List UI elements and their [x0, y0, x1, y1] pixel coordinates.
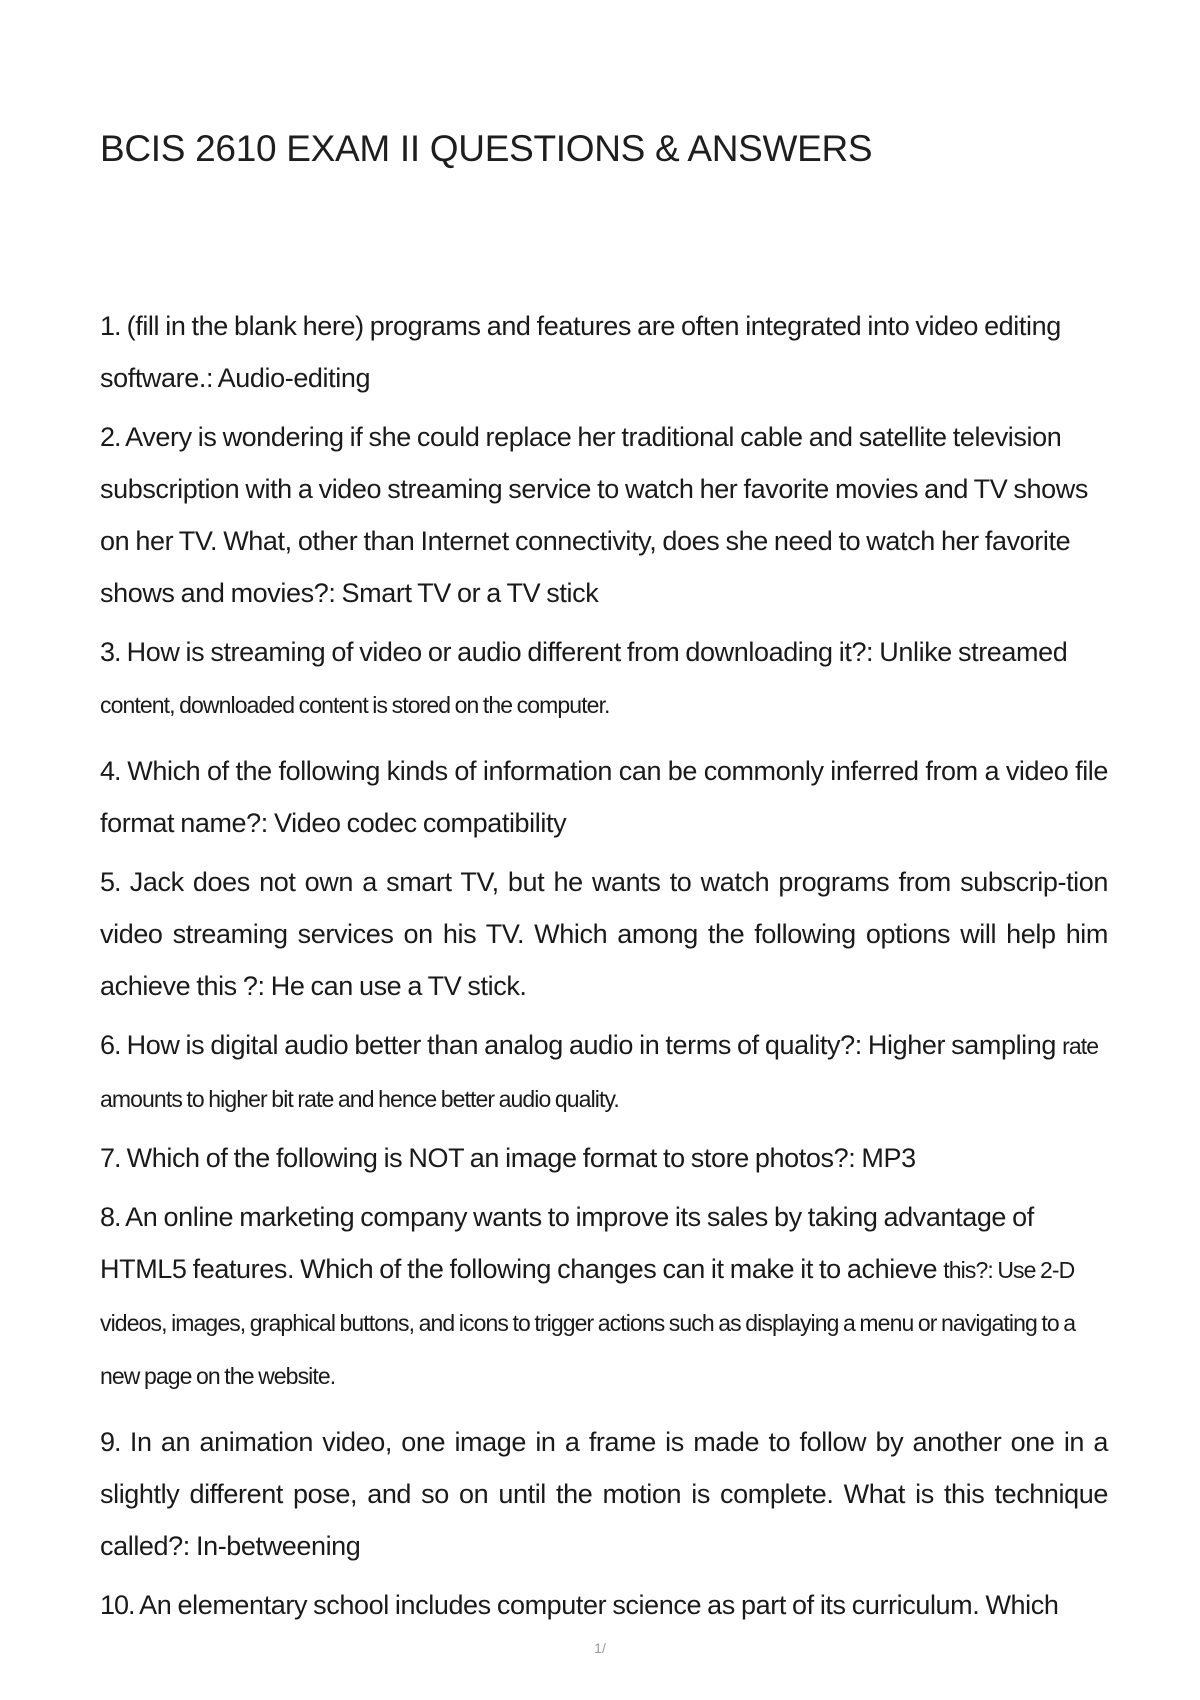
- question-number: 4.: [100, 756, 121, 786]
- question-text: An elementary school includes computer science as part of its curriculum. Which: [139, 1590, 1059, 1620]
- question-item-3: [100, 626, 1108, 731]
- question-text: Which of the following kinds of information can be commonly inferred from a video file format name?:: [100, 756, 1109, 838]
- question-item-8: [100, 1191, 1108, 1402]
- question-item-2: [100, 411, 1108, 619]
- answer-text: Video codec compatibility: [274, 808, 567, 838]
- answer-lead-text: Unlike streamed: [879, 637, 1068, 667]
- question-item-7: [100, 1132, 1108, 1184]
- question-text: (fill in the blank here) programs and features are often integrated into video editing software.:: [100, 311, 1061, 393]
- page-number: 1/: [594, 1640, 606, 1656]
- question-number: 2.: [100, 422, 121, 452]
- question-number: 8.: [100, 1202, 121, 1232]
- document-title: BCIS 2610 EXAM II QUESTIONS & ANSWERS: [100, 128, 873, 169]
- question-number: 3.: [100, 637, 121, 667]
- question-number: 10.: [100, 1590, 135, 1620]
- question-number: 7.: [100, 1143, 121, 1173]
- answer-text: He can use a TV stick.: [270, 971, 527, 1001]
- question-item-6: [100, 1019, 1108, 1125]
- question-number: 6.: [100, 1030, 121, 1060]
- question-number: 9.: [100, 1427, 121, 1457]
- answer-text: MP3: [861, 1143, 916, 1173]
- question-item-9: [100, 1416, 1108, 1572]
- question-text: Avery is wondering if she could replace her traditional cable and satellite television subscription with a video streaming service to watch her favorite movies and TV shows on her TV. What, other than Internet connectivity, does she need to watch her favorite shows and movies?:: [100, 422, 1088, 608]
- question-text: Jack does not own a smart TV, but he wants to watch programs from subscrip-tion video streaming services on his TV. Which among the following options will help him achieve this ?:: [100, 867, 1108, 1001]
- question-text: How is streaming of video or audio different from downloading it?:: [126, 637, 874, 667]
- question-item-10: [100, 1579, 1108, 1631]
- answer-text: content, downloaded content is stored on the computer.: [100, 692, 610, 718]
- question-item-4: [100, 745, 1108, 849]
- question-number: 1.: [100, 311, 121, 341]
- answer-text: this?: Use 2-D videos, images, graphical buttons, and icons to trigger actions such as displaying a menu or navigating to a new page on the website.: [100, 1257, 1076, 1389]
- answer-text: Audio-editing: [217, 363, 371, 393]
- question-item-1: [100, 300, 1108, 404]
- question-item-5: [100, 856, 1108, 1012]
- answer-text: rate amounts to higher bit rate and hence better audio quality.: [100, 1033, 1099, 1112]
- answer-text: Smart TV or a TV stick: [341, 578, 599, 608]
- question-text: Which of the following is NOT an image format to store photos?:: [126, 1143, 856, 1173]
- question-text: An online marketing company wants to improve its sales by taking advantage of HTML5 features. Which of the following changes can it make it to achieve: [100, 1202, 1034, 1284]
- question-text: How is digital audio better than analog audio in terms of quality?:: [126, 1030, 862, 1060]
- question-list: [100, 300, 1108, 1638]
- answer-text: In-betweening: [195, 1531, 361, 1561]
- question-number: 5.: [100, 867, 121, 897]
- answer-lead-text: Higher sampling: [867, 1030, 1057, 1060]
- question-text: In an animation video, one image in a frame is made to follow by another one in a slightly different pose, and so on until the motion is complete. What is this technique called?:: [100, 1427, 1108, 1561]
